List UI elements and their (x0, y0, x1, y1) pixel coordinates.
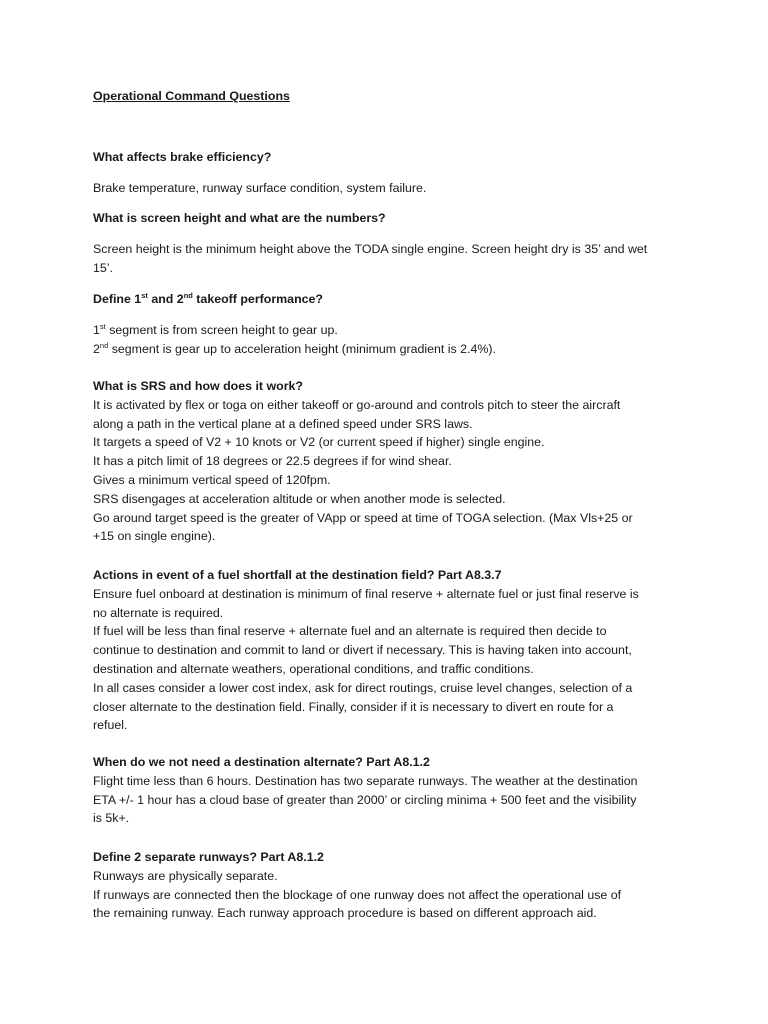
spacer (93, 167, 683, 179)
answer-line: +15 on single engine). (93, 529, 216, 544)
ordinal-suffix: nd (99, 340, 109, 350)
section-screen-height (93, 209, 683, 277)
question-heading: What is SRS and how does it work? (93, 379, 303, 393)
answer-line: Runways are physically separate. (93, 868, 278, 883)
answer-line: is 5k+. (93, 811, 130, 826)
document-title: Operational Command Questions (93, 89, 290, 103)
answer-line: If runways are connected then the blockage of one runway does not affect the operational use of (93, 887, 622, 902)
ordinal-number: 1 (93, 322, 100, 337)
answer-line (93, 340, 683, 359)
answer-line: no alternate is required. (93, 605, 224, 620)
section-brake-efficiency (93, 148, 683, 198)
section-destination-alternate (93, 753, 683, 828)
question-heading: Actions in event of a fuel shortfall at the destination field? Part A8.3.7 (93, 568, 502, 582)
answer-line: closer alternate to the destination field. Finally, consider if it is necessary to divert en route for a (93, 699, 614, 714)
question-text: and 2 (147, 292, 184, 306)
question-text: Define 1 (93, 292, 142, 306)
answer-text: segment is gear up to acceleration height (minimum gradient is 2.4%). (108, 341, 496, 356)
answer-line: 15’. (93, 260, 113, 275)
answer-line: It is activated by flex or toga on either takeoff or go-around and controls pitch to steer the aircraft (93, 397, 621, 412)
answer-line: SRS disengages at acceleration altitude or when another mode is selected. (93, 491, 506, 506)
answer-text: segment is from screen height to gear up. (105, 322, 338, 337)
question-heading: What is screen height and what are the numbers? (93, 211, 386, 225)
section-separate-runways (93, 848, 683, 923)
answer-line: It has a pitch limit of 18 degrees or 22.5 degrees if for wind shear. (93, 454, 452, 469)
answer-line: Flight time less than 6 hours. Destination has two separate runways. The weather at the destination (93, 773, 638, 788)
section-srs (93, 377, 683, 546)
answer-line: Ensure fuel onboard at destination is minimum of final reserve + alternate fuel or just final reserve is (93, 586, 639, 601)
answer-line: Gives a minimum vertical speed of 120fpm. (93, 472, 331, 487)
ordinal-suffix: st (141, 290, 148, 300)
answer-line (93, 321, 683, 340)
spacer (93, 309, 683, 321)
question-heading: What affects brake efficiency? (93, 150, 272, 164)
question-heading: Define 2 separate runways? Part A8.1.2 (93, 850, 324, 864)
answer-line: It targets a speed of V2 + 10 knots or V2 (or current speed if higher) single engine. (93, 435, 545, 450)
answer-line: Screen height is the minimum height above the TODA single engine. Screen height dry is 35’ and wet (93, 241, 648, 256)
answer-line: destination and alternate weathers, operational conditions, and traffic conditions. (93, 661, 534, 676)
spacer (93, 228, 683, 240)
question-text: takeoff performance? (192, 292, 323, 306)
ordinal-suffix: st (99, 321, 106, 331)
ordinal-number: 2 (93, 341, 100, 356)
section-takeoff-segments (93, 290, 683, 358)
answer-line: ETA +/- 1 hour has a cloud base of greater than 2000’ or circling minima + 500 feet and the visibility (93, 792, 637, 807)
section-fuel-shortfall (93, 566, 683, 735)
answer-line: along a path in the vertical plane at a defined speed under SRS laws. (93, 416, 473, 431)
question-heading (93, 290, 683, 309)
answer-line: In all cases consider a lower cost index, ask for direct routings, cruise level changes, selection of a (93, 680, 633, 695)
answer-line: Go around target speed is the greater of VApp or speed at time of TOGA selection. (Max Vls+25 or (93, 510, 633, 525)
ordinal-suffix: nd (183, 290, 193, 300)
answer-line: If fuel will be less than final reserve + alternate fuel and an alternate is required then decide to (93, 624, 607, 639)
answer-line: refuel. (93, 718, 128, 733)
answer-line: continue to destination and commit to land or divert if necessary. This is having taken into account, (93, 643, 632, 658)
answer-line: the remaining runway. Each runway approach procedure is based on different approach aid. (93, 906, 597, 921)
question-heading: When do we not need a destination alternate? Part A8.1.2 (93, 755, 430, 769)
answer-text: Brake temperature, runway surface condition, system failure. (93, 180, 427, 195)
